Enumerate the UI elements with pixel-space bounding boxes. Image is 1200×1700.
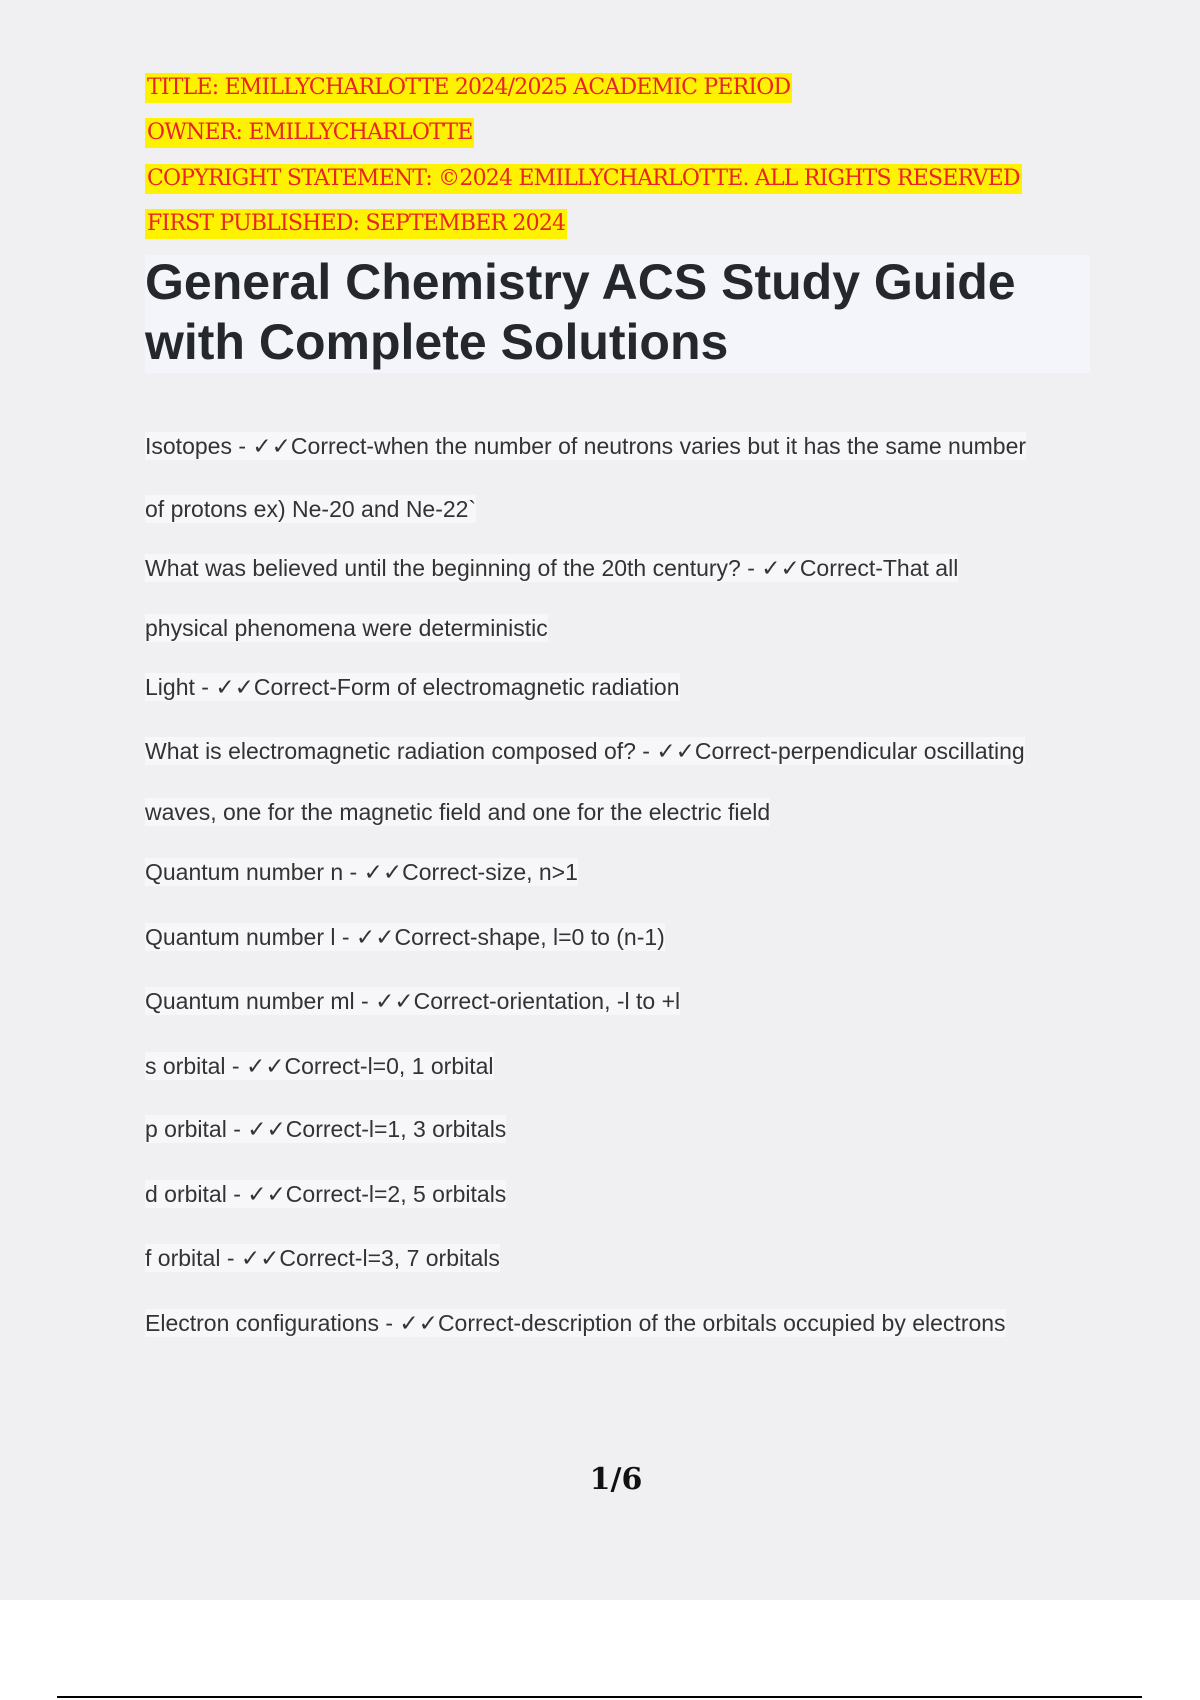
qa-line: What is electromagnetic radiation composed of? - ✓✓Correct-perpendicular oscillating xyxy=(145,738,1025,764)
meta-copyright-line: COPYRIGHT STATEMENT: ©2024 EMILLYCHARLOTTE. ALL RIGHTS RESERVED xyxy=(145,164,1022,194)
qa-line: Quantum number l - ✓✓Correct-shape, l=0 to (n-1) xyxy=(145,924,665,950)
qa-line: f orbital - ✓✓Correct-l=3, 7 orbitals xyxy=(145,1245,500,1271)
qa-line: Electron configurations - ✓✓Correct-description of the orbitals occupied by electrons xyxy=(145,1310,1006,1336)
page-title: General Chemistry ACS Study Guide with Complete Solutions xyxy=(145,254,1016,370)
meta-owner-line: OWNER: EMILLYCHARLOTTE xyxy=(145,118,474,148)
qa-line: waves, one for the magnetic field and one for the electric field xyxy=(145,799,771,825)
meta-published-line: FIRST PUBLISHED: SEPTEMBER 2024 xyxy=(145,209,567,239)
qa-line: What was believed until the beginning of the 20th century? - ✓✓Correct-That all xyxy=(145,555,959,581)
qa-line: Quantum number n - ✓✓Correct-size, n>1 xyxy=(145,859,578,885)
qa-line: s orbital - ✓✓Correct-l=0, 1 orbital xyxy=(145,1053,494,1079)
qa-line: physical phenomena were deterministic xyxy=(145,615,548,641)
page-divider xyxy=(57,1696,1142,1698)
qa-line: p orbital - ✓✓Correct-l=1, 3 orbitals xyxy=(145,1116,507,1142)
qa-line: Light - ✓✓Correct-Form of electromagnetic radiation xyxy=(145,674,680,700)
qa-line: Quantum number ml - ✓✓Correct-orientation, -l to +l xyxy=(145,988,681,1014)
qa-line: Isotopes - ✓✓Correct-when the number of neutrons varies but it has the same number xyxy=(145,433,1027,459)
meta-title-line: TITLE: EMILLYCHARLOTTE 2024/2025 ACADEMIC PERIOD xyxy=(145,73,792,103)
qa-line: d orbital - ✓✓Correct-l=2, 5 orbitals xyxy=(145,1181,507,1207)
page-number: 1/6 xyxy=(589,1462,643,1497)
qa-line: of protons ex) Ne-20 and Ne-22` xyxy=(145,496,477,522)
